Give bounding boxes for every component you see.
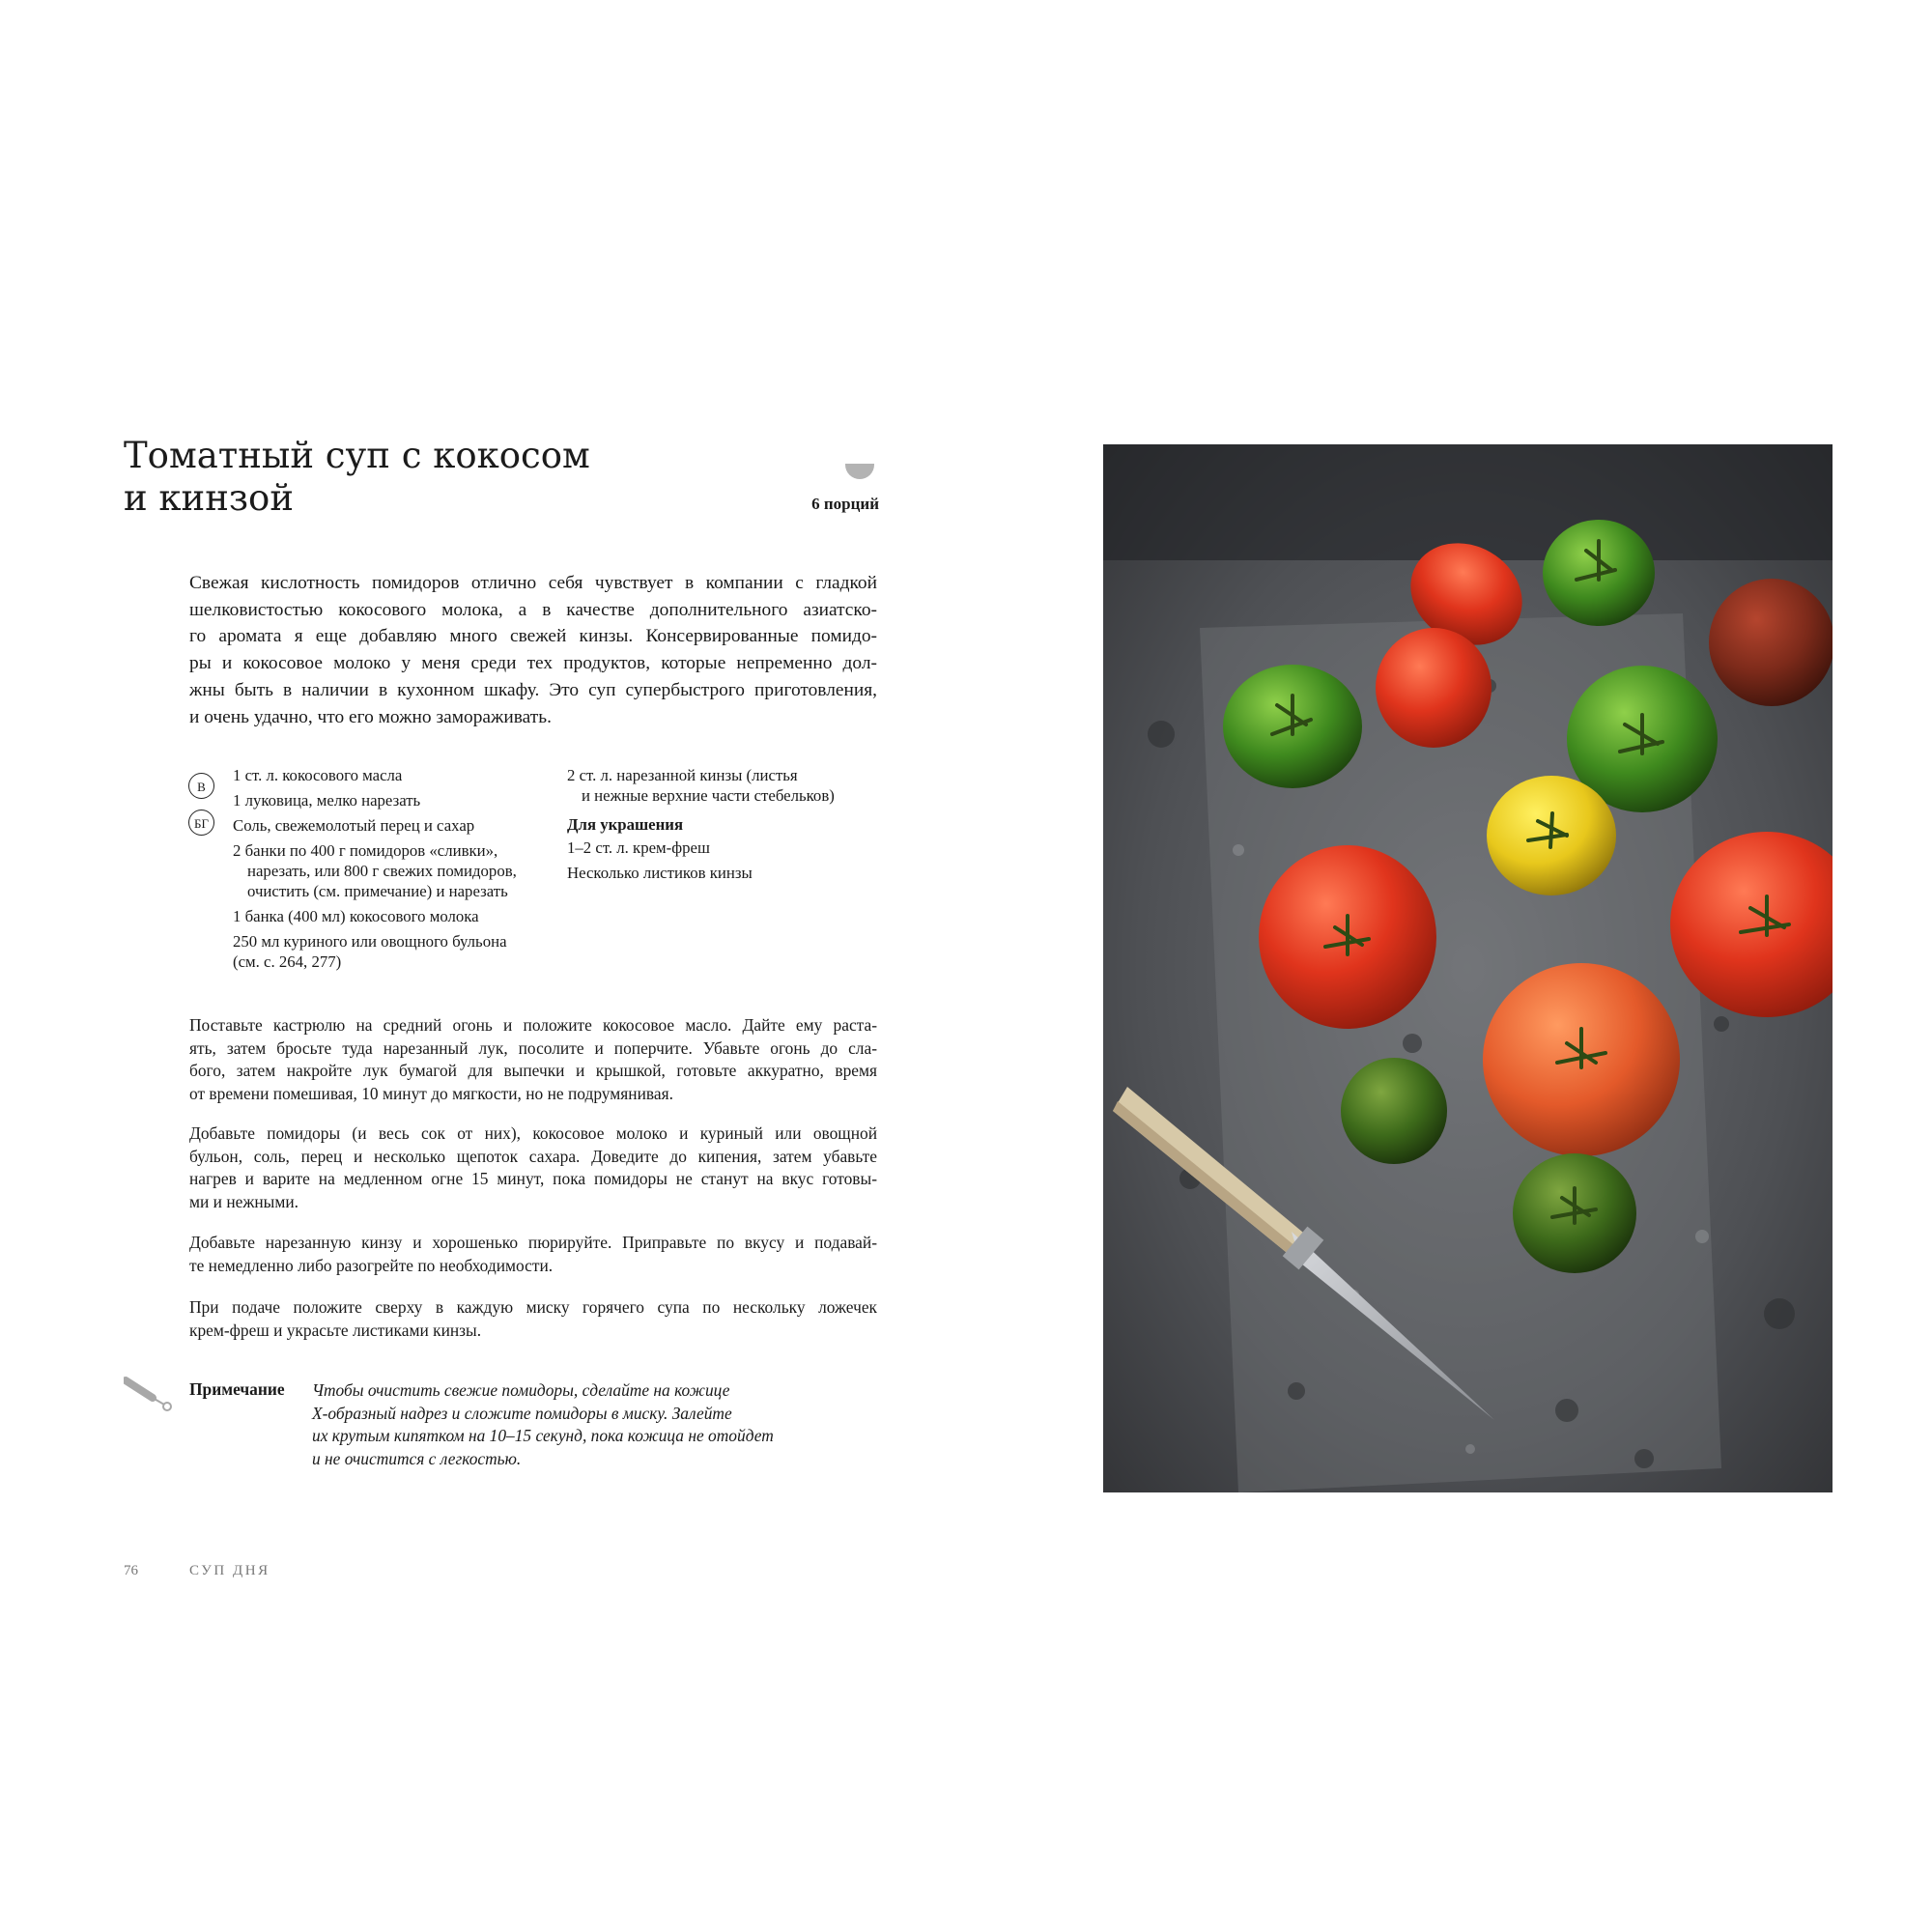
- ingredient-item: [233, 931, 552, 972]
- method-line: те немедленно либо разогрейте по необходимости.: [189, 1255, 554, 1275]
- garnish-heading: Для украшения: [567, 815, 684, 834]
- vegetarian-badge: В: [188, 773, 214, 799]
- title-line-1: Томатный суп с кокосом: [124, 435, 590, 476]
- section-title: СУП ДНЯ: [189, 1563, 270, 1578]
- method-line: нагрев и варите на медленном огне 15 минут, пока помидоры не станут на вкус готовы-: [189, 1169, 877, 1188]
- note-label: Примечание: [189, 1379, 285, 1399]
- ingredient-line: очистить (см. примечание) и нарезать: [247, 882, 508, 900]
- intro-paragraph: [189, 570, 877, 730]
- intro-line: и очень удачно, что его можно замораживать.: [189, 706, 552, 727]
- garnish-item: 1–2 ст. л. крем-фреш: [567, 838, 710, 857]
- method-line: ми и нежными.: [189, 1191, 299, 1211]
- ingredient-item: [233, 906, 552, 926]
- note-line: их крутым кипятком на 10–15 секунд, пока кожица не отойдет: [312, 1426, 774, 1445]
- note-line: Х-образный надрез и сложите помидоры в миску. Залейте: [312, 1403, 732, 1423]
- note-line: Чтобы очистить свежие помидоры, сделайте на кожице: [312, 1380, 730, 1400]
- intro-line: Свежая кислотность помидоров отлично себя чувствует в компании с гладкой: [189, 573, 877, 593]
- note-text: [312, 1379, 853, 1470]
- thermometer-icon: [124, 1375, 182, 1413]
- page-number: 76: [124, 1563, 138, 1578]
- intro-line: шелковистостью кокосового молока, а в качестве дополнительного азиатско-: [189, 599, 877, 620]
- method-line: от времени помешивая, 10 минут до мягкости, но не подрумянивая.: [189, 1083, 673, 1103]
- portions-label: 6 порций: [811, 495, 879, 513]
- ingredient-line: (см. с. 264, 277): [233, 952, 342, 971]
- method-line: Добавьте нарезанную кинзу и хорошенько пюрируйте. Приправьте по вкусу и подавай-: [189, 1233, 877, 1252]
- method-line: бого, затем накройте лук бумагой для выпечки и крышкой, готовьте аккуратно, время: [189, 1061, 877, 1080]
- method-line: При подаче положите сверху в каждую миску горячего супа по нескольку ложечек: [189, 1297, 877, 1317]
- method-line: Добавьте помидоры (и весь сок от них), кокосовое молоко и куриный или овощной: [189, 1123, 877, 1143]
- method-line: бульон, соль, перец и несколько щепоток сахара. Доведите до кипения, затем убавьте: [189, 1146, 877, 1166]
- ingredient-line: 1 банка (400 мл) кокосового молока: [233, 907, 479, 925]
- method-paragraph-2: [189, 1122, 877, 1213]
- method-line: Поставьте кастрюлю на средний огонь и положите кокосовое масло. Дайте ему раста-: [189, 1015, 877, 1035]
- ingredient-line: 1 луковица, мелко нарезать: [233, 791, 421, 810]
- ingredient-line: 2 банки по 400 г помидоров «сливки»,: [233, 841, 498, 860]
- ingredient-line: 250 мл куриного или овощного бульона: [233, 932, 507, 951]
- garnish-item: Несколько листиков кинзы: [567, 864, 753, 882]
- method-line: ять, затем бросьте туда нарезанный лук, посолите и поперчите. Убавьте огонь до сла-: [189, 1037, 877, 1058]
- intro-line: ры и кокосовое молоко у меня среди тех продуктов, которые непременно дол-: [189, 653, 877, 674]
- ingredient-line: 2 ст. л. нарезанной кинзы (листья: [567, 766, 798, 784]
- intro-line: жны быть в наличии в кухонном шкафу. Это суп супербыстрого приготовления,: [189, 679, 877, 700]
- ingredient-item: [233, 840, 552, 901]
- ingredient-line: 1 ст. л. кокосового масла: [233, 766, 403, 784]
- ingredient-item: [233, 815, 552, 836]
- title-line-2: и кинзой: [124, 477, 294, 519]
- ingredient-item: [233, 765, 552, 785]
- intro-line: го аромата я еще добавляю много свежей кинзы. Консервированные помидо-: [189, 626, 877, 647]
- method-paragraph-4: [189, 1296, 877, 1342]
- method-paragraph-1: [189, 1014, 877, 1105]
- tomatoes-photo: [1103, 444, 1833, 1492]
- ingredient-item: [567, 765, 886, 806]
- ingredients-column-2: [567, 765, 886, 888]
- portions-marker-icon: [845, 464, 874, 479]
- method-line: крем-фреш и украсьте листиками кинзы.: [189, 1320, 482, 1340]
- ingredient-line: Соль, свежемолотый перец и сахар: [233, 816, 475, 835]
- recipe-title: [124, 435, 742, 520]
- method-paragraph-3: [189, 1232, 877, 1277]
- ingredient-line: и нежные верхние части стебельков): [582, 786, 835, 805]
- note-line: и не очистится с легкостью.: [312, 1448, 522, 1468]
- ingredient-item: [233, 790, 552, 810]
- ingredient-line: нарезать, или 800 г свежих помидоров,: [247, 862, 517, 880]
- gluten-free-badge: БГ: [188, 810, 214, 836]
- ingredients-column-1: [233, 765, 552, 977]
